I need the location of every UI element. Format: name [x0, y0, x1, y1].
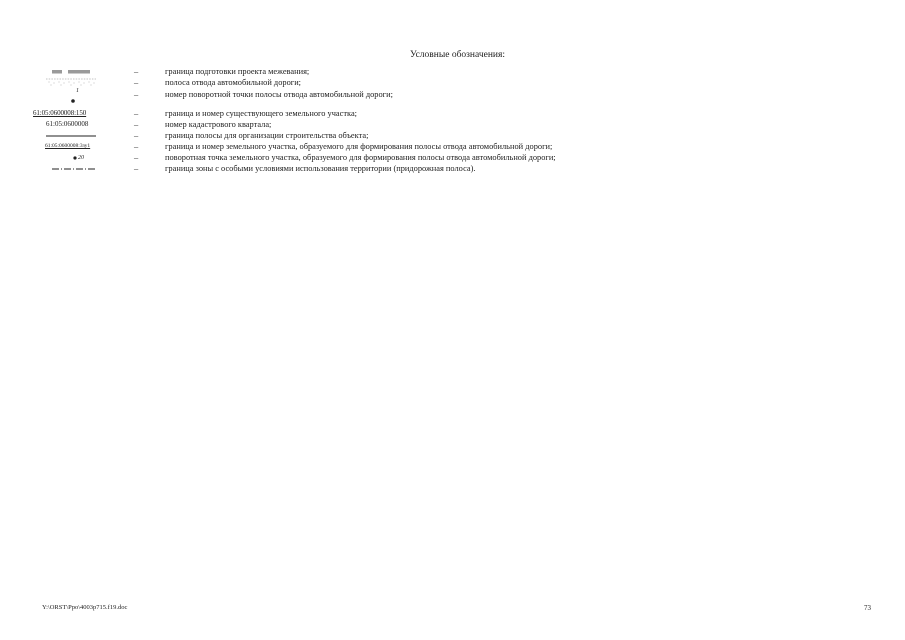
legend-dash: –: [134, 153, 139, 162]
legend-dash: –: [134, 131, 139, 140]
footer-file-path: Y:\ORST\Ppo\4003p715.f19.doc: [42, 604, 128, 611]
gray-dashed-line-icon: [42, 66, 110, 77]
legend-item-project-boundary: [42, 66, 882, 77]
legend-dash: –: [134, 120, 139, 129]
legend-dash: –: [134, 90, 139, 99]
legend-item-right-of-way: [42, 77, 882, 88]
legend-text: граница подготовки проекта межевания;: [165, 67, 310, 76]
legend-dash: –: [134, 109, 139, 118]
turn-point-number: 1: [76, 88, 79, 94]
cadastral-parcel-label: 61:05:0600008:150: [33, 109, 87, 117]
legend-text: граница зоны с особыми условиями использования территории (придорожная полоса).: [165, 164, 476, 173]
legend-dash: –: [134, 164, 139, 173]
footer-page-number: 73: [864, 604, 871, 612]
legend-item-formed-parcel: [42, 141, 882, 152]
legend-text: поворотная точка земельного участка, образуемого для формирования полосы отвода автомобильной дороги;: [165, 153, 556, 162]
formed-parcel-label: 61:05:0600008:3зу1: [45, 143, 91, 149]
dash-dot-line-icon: [42, 163, 110, 174]
formed-point-number: 20: [78, 155, 84, 161]
legend-item-construction-strip: [42, 130, 882, 141]
solid-line-icon: [42, 130, 110, 141]
legend-text: полоса отвода автомобильной дороги;: [165, 78, 301, 87]
legend-text: граница полосы для организации строительства объекта;: [165, 131, 369, 140]
legend-text: номер поворотной точки полосы отвода автомобильной дороги;: [165, 90, 393, 99]
legend-item-cadastral-quarter: [42, 119, 882, 130]
legend-dash: –: [134, 67, 139, 76]
legend-dash: –: [134, 142, 139, 151]
legend-item-turn-point: [42, 88, 882, 107]
legend-item-existing-parcel: [33, 108, 882, 119]
legend-text: граница и номер земельного участка, образуемого для формирования полосы отвода автомобильной дороги;: [165, 142, 553, 151]
legend-item-roadside-zone: [42, 163, 882, 174]
cadastral-quarter-label: 61:05:0600008: [46, 120, 89, 128]
legend-item-formed-point: [42, 152, 882, 163]
legend-title: Условные обозначения:: [409, 50, 505, 60]
legend-text: граница и номер существующего земельного участка;: [165, 109, 358, 118]
legend-text: номер кадастрового квартала;: [165, 120, 272, 129]
legend-dash: –: [134, 78, 139, 87]
formed-point-icon: [42, 152, 110, 163]
legend-list: [33, 66, 882, 174]
